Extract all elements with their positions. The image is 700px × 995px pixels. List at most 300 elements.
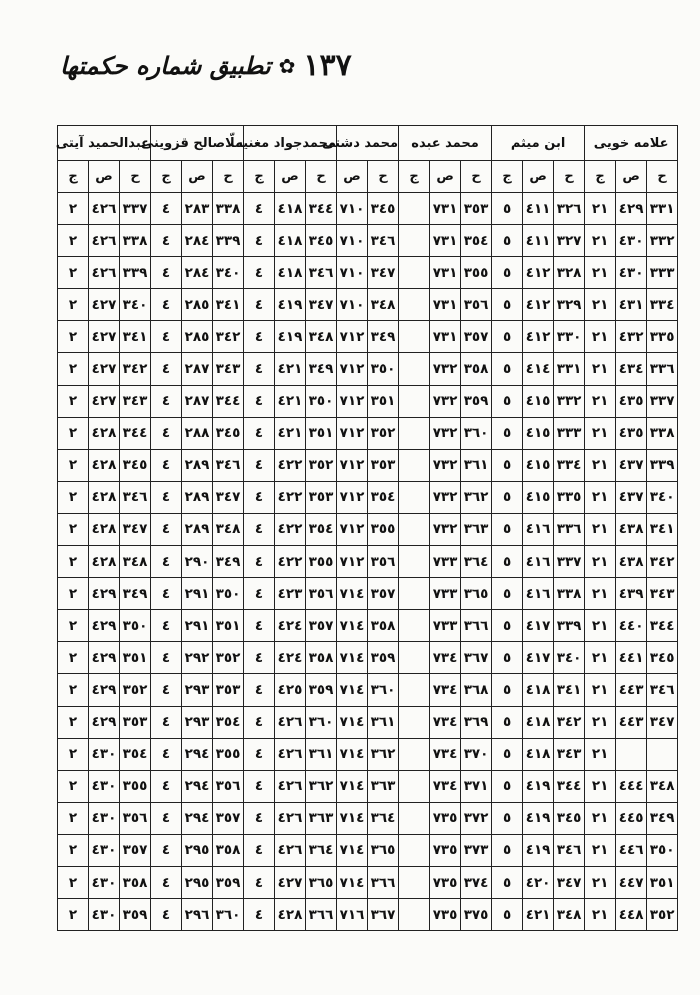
table-cell: ٣٥١ — [213, 610, 244, 642]
table-cell: ٤٢٢ — [275, 449, 306, 481]
table-cell: ٤١٨ — [275, 193, 306, 225]
table-cell — [616, 738, 647, 770]
table-cell: ٢٨٤ — [182, 225, 213, 257]
table-cell: ٣٦٥ — [306, 866, 337, 898]
table-cell: ٣٤٣ — [554, 738, 585, 770]
table-cell: ٣٥٢ — [368, 417, 399, 449]
table-cell: ٧٣٤ — [430, 674, 461, 706]
table-cell — [399, 513, 430, 545]
table-cell: ٣٦٠ — [368, 674, 399, 706]
table-cell: ٢٩٠ — [182, 546, 213, 578]
table-cell: ٣٣٣ — [554, 417, 585, 449]
table-cell: ٣٦٠ — [306, 706, 337, 738]
table-cell: ٥ — [492, 866, 523, 898]
table-cell: ٣٤٠ — [554, 642, 585, 674]
sun-ornament-icon: ✿ — [278, 53, 296, 78]
table-cell: ٤٣٤ — [616, 353, 647, 385]
table-cell: ٣٢٧ — [554, 225, 585, 257]
table-cell: ٤١٨ — [523, 738, 554, 770]
table-cell: ٤ — [244, 642, 275, 674]
table-cell: ٤٣٩ — [616, 578, 647, 610]
table-cell: ٥ — [492, 417, 523, 449]
table-cell: ٣٤٨ — [554, 899, 585, 931]
table-cell: ٣٢٨ — [554, 257, 585, 289]
table-cell: ٢١ — [585, 449, 616, 481]
table-cell: ٣٥٩ — [368, 642, 399, 674]
table-cell: ٤ — [151, 834, 182, 866]
table-row — [58, 449, 678, 481]
table-cell: ٣٤٢ — [647, 546, 678, 578]
table-cell: ٣٧٠ — [461, 738, 492, 770]
column-subheader: ح — [647, 161, 678, 193]
table-cell: ٣٧٤ — [461, 866, 492, 898]
column-subheader: ص — [275, 161, 306, 193]
table-cell: ٤٢٧ — [89, 353, 120, 385]
table-cell: ٤١٦ — [523, 578, 554, 610]
table-cell: ٤٤٨ — [616, 899, 647, 931]
table-cell: ٧٣٢ — [430, 385, 461, 417]
table-cell: ٧١٤ — [337, 642, 368, 674]
table-cell: ٣٥٨ — [368, 610, 399, 642]
table-cell: ٣٣٨ — [120, 225, 151, 257]
table-cell: ٣٦٢ — [368, 738, 399, 770]
table-cell: ٤٢٤ — [275, 610, 306, 642]
table-cell: ٤ — [151, 802, 182, 834]
table-cell: ٣٤٥ — [554, 802, 585, 834]
table-cell: ٣٦١ — [368, 706, 399, 738]
table-cell: ٣٣٥ — [647, 321, 678, 353]
table-row — [58, 834, 678, 866]
table-cell: ٣٦٠ — [213, 899, 244, 931]
table-cell: ٤٢٧ — [89, 289, 120, 321]
table-cell: ٣٤٤ — [554, 770, 585, 802]
table-cell: ٣٥٤ — [120, 738, 151, 770]
table-cell: ٢ — [58, 353, 89, 385]
table-cell: ٢ — [58, 899, 89, 931]
table-row — [58, 513, 678, 545]
column-subheader: ح — [461, 161, 492, 193]
column-subheader: ح — [306, 161, 337, 193]
table-cell: ٣٣٦ — [554, 513, 585, 545]
table-cell: ٤٢٩ — [89, 642, 120, 674]
table-cell — [399, 610, 430, 642]
table-cell: ٤ — [244, 578, 275, 610]
table-cell: ٣٦٣ — [461, 513, 492, 545]
table-cell: ٣٥٦ — [213, 770, 244, 802]
table-cell: ٤٢٩ — [89, 610, 120, 642]
table-cell: ٣٤٩ — [306, 353, 337, 385]
table-cell: ٥ — [492, 289, 523, 321]
table-cell: ٤٢٣ — [275, 578, 306, 610]
table-cell: ٢ — [58, 225, 89, 257]
table-cell: ٣٤٣ — [647, 578, 678, 610]
table-cell: ٣٤٦ — [647, 674, 678, 706]
table-cell — [399, 353, 430, 385]
column-subheader: ح — [368, 161, 399, 193]
table-cell: ٤٤٠ — [616, 610, 647, 642]
table-cell: ٤ — [151, 321, 182, 353]
group-header: عبدالحمید آیتی — [58, 126, 151, 161]
table-cell: ٤٢٩ — [89, 578, 120, 610]
table-cell: ٤ — [244, 481, 275, 513]
table-cell: ٥ — [492, 802, 523, 834]
table-cell — [399, 706, 430, 738]
table-cell: ٣٤٤ — [647, 610, 678, 642]
table-cell: ٣٤٥ — [120, 449, 151, 481]
table-cell: ٣٥٨ — [306, 642, 337, 674]
table-cell — [399, 546, 430, 578]
table-cell: ٥ — [492, 834, 523, 866]
table-cell: ٤٣٠ — [89, 866, 120, 898]
table-cell: ٣٢٦ — [554, 193, 585, 225]
table-cell: ٣٤٨ — [120, 546, 151, 578]
table-cell: ٣٣٠ — [554, 321, 585, 353]
table-cell: ٢ — [58, 642, 89, 674]
table-cell: ٤١٩ — [523, 834, 554, 866]
table-cell: ٣٦٦ — [461, 610, 492, 642]
table-cell: ٣٧٥ — [461, 899, 492, 931]
table-cell: ٥ — [492, 642, 523, 674]
group-header: محمدجواد مغنیه — [244, 126, 337, 161]
table-row — [58, 578, 678, 610]
column-subheader: ج — [492, 161, 523, 193]
table-cell: ٣٦٦ — [368, 866, 399, 898]
table-cell: ٥ — [492, 481, 523, 513]
table-cell: ٢١ — [585, 481, 616, 513]
table-cell: ٣٤٤ — [213, 385, 244, 417]
table-cell: ٣٤٤ — [120, 417, 151, 449]
table-cell: ٣٣٢ — [647, 225, 678, 257]
table-cell: ٧٣٢ — [430, 481, 461, 513]
group-header: علامه خویی — [585, 126, 678, 161]
table-cell — [399, 193, 430, 225]
table-cell: ٤٤٧ — [616, 866, 647, 898]
table-cell: ٧١٤ — [337, 834, 368, 866]
table-cell: ٧٣٢ — [430, 353, 461, 385]
table-cell: ٢ — [58, 610, 89, 642]
table-cell: ٤ — [151, 417, 182, 449]
table-cell: ٣٤١ — [120, 321, 151, 353]
table-cell: ٤٢٨ — [89, 417, 120, 449]
table-cell: ٣٤٢ — [120, 353, 151, 385]
table-cell: ٤١٥ — [523, 449, 554, 481]
table-cell: ٣٦٦ — [306, 899, 337, 931]
table-cell: ٣٤٨ — [306, 321, 337, 353]
table-cell: ٧٣٢ — [430, 449, 461, 481]
table-cell: ٢١ — [585, 866, 616, 898]
table-cell: ٣٥٣ — [213, 674, 244, 706]
table-cell: ٥ — [492, 706, 523, 738]
table-cell: ٢٩٥ — [182, 866, 213, 898]
table-row — [58, 225, 678, 257]
table-cell: ٤١٤ — [523, 353, 554, 385]
table-cell: ٣٣٣ — [647, 257, 678, 289]
table-cell: ٣٥٦ — [120, 802, 151, 834]
table-cell: ٢٩١ — [182, 610, 213, 642]
table-cell: ٣٣٩ — [120, 257, 151, 289]
column-subheader: ح — [120, 161, 151, 193]
page-title: تطبیق شماره حکمتها — [60, 51, 271, 80]
table-cell: ٣٤٦ — [213, 449, 244, 481]
table-cell: ٣٤٦ — [306, 257, 337, 289]
table-cell: ٧١٢ — [337, 546, 368, 578]
table-cell: ٧١٤ — [337, 578, 368, 610]
table-cell: ٤٢٨ — [275, 899, 306, 931]
table-cell: ٣٤٤ — [306, 193, 337, 225]
table-cell: ٧٣٤ — [430, 642, 461, 674]
table-cell: ٤٢١ — [275, 417, 306, 449]
table-cell: ٣٥٢ — [306, 449, 337, 481]
table-cell: ٣٧٣ — [461, 834, 492, 866]
table-cell: ٣٢٩ — [554, 289, 585, 321]
table-cell: ٤ — [151, 225, 182, 257]
column-subheader: ج — [244, 161, 275, 193]
table-cell: ٤٢٢ — [275, 546, 306, 578]
table-cell: ٣٥١ — [120, 642, 151, 674]
table-cell: ٥ — [492, 193, 523, 225]
table-cell: ٢١ — [585, 578, 616, 610]
table-cell: ٤ — [244, 770, 275, 802]
table-cell: ٣٣٩ — [213, 225, 244, 257]
table-cell: ٣٦٩ — [461, 706, 492, 738]
table-cell — [399, 578, 430, 610]
table-cell: ٣٣٢ — [554, 385, 585, 417]
table-cell: ٧١٤ — [337, 770, 368, 802]
table-cell: ٤ — [244, 802, 275, 834]
table-cell: ٢١ — [585, 802, 616, 834]
table-cell: ٣٤٩ — [120, 578, 151, 610]
table-cell: ٤٢٢ — [275, 513, 306, 545]
table-cell: ٣٧٢ — [461, 802, 492, 834]
table-cell: ٢١ — [585, 385, 616, 417]
table-cell: ٣٤٠ — [647, 481, 678, 513]
table-cell: ٧٣١ — [430, 289, 461, 321]
table-cell: ٢ — [58, 866, 89, 898]
table-cell — [399, 642, 430, 674]
table-cell: ٢١ — [585, 642, 616, 674]
group-header: محمد دشتی — [337, 126, 399, 161]
table-cell: ٣٥٠ — [647, 834, 678, 866]
table-cell: ٧٣٥ — [430, 802, 461, 834]
table-cell: ٣٥٣ — [461, 193, 492, 225]
table-row — [58, 289, 678, 321]
table-cell: ٣٣٦ — [647, 353, 678, 385]
table-cell: ٣٥١ — [368, 385, 399, 417]
table-cell: ٢٩٣ — [182, 674, 213, 706]
table-cell: ٣٤٨ — [647, 770, 678, 802]
table-cell: ٣٤٩ — [647, 802, 678, 834]
table-cell: ٥ — [492, 449, 523, 481]
table-cell: ٢٨٨ — [182, 417, 213, 449]
table-cell: ٢ — [58, 257, 89, 289]
table-cell: ٢ — [58, 385, 89, 417]
table-cell: ٤٢٨ — [89, 513, 120, 545]
table-cell: ٤ — [151, 674, 182, 706]
subheader-row — [58, 161, 678, 193]
table-cell: ٤٣٠ — [616, 225, 647, 257]
table-cell: ٢٨٩ — [182, 513, 213, 545]
table-cell: ٢ — [58, 578, 89, 610]
table-cell: ٧٣١ — [430, 225, 461, 257]
table-cell: ٥ — [492, 257, 523, 289]
table-cell: ٧١٠ — [337, 225, 368, 257]
table-cell: ٥ — [492, 385, 523, 417]
table-cell: ٧١٤ — [337, 866, 368, 898]
table-cell: ٢٩٤ — [182, 738, 213, 770]
table-cell: ٢٨٥ — [182, 321, 213, 353]
column-subheader: ص — [523, 161, 554, 193]
table-cell: ٤ — [244, 866, 275, 898]
table-cell: ٧١٠ — [337, 257, 368, 289]
table-row — [58, 417, 678, 449]
table-cell — [399, 321, 430, 353]
table-cell: ٤٢١ — [275, 385, 306, 417]
table-row — [58, 385, 678, 417]
table-cell: ٢١ — [585, 738, 616, 770]
table-cell: ٣٥٠ — [120, 610, 151, 642]
table-cell: ٢١ — [585, 834, 616, 866]
table-cell: ٢١ — [585, 546, 616, 578]
table-cell: ٤٣٠ — [89, 770, 120, 802]
table-cell: ٢٩٥ — [182, 834, 213, 866]
table-cell: ٣٥١ — [647, 866, 678, 898]
table-cell: ٣٦٢ — [461, 481, 492, 513]
group-header: ابن میثم — [492, 126, 585, 161]
table-cell: ٤٢٠ — [523, 866, 554, 898]
table-cell: ٢٩٢ — [182, 642, 213, 674]
table-cell: ٣٤٧ — [647, 706, 678, 738]
table-cell: ٣٥٧ — [368, 578, 399, 610]
table-cell: ٢١ — [585, 610, 616, 642]
table-cell: ٣٣٨ — [213, 193, 244, 225]
table-cell: ٥ — [492, 770, 523, 802]
table-row — [58, 899, 678, 931]
table-cell: ٤٣٧ — [616, 449, 647, 481]
table-cell: ٢ — [58, 834, 89, 866]
table-cell — [399, 866, 430, 898]
table-cell: ٣٤٧ — [213, 481, 244, 513]
table-cell: ٥ — [492, 225, 523, 257]
table-cell: ٤ — [244, 225, 275, 257]
table-cell: ٣٤٦ — [368, 225, 399, 257]
table-cell: ٣٦٣ — [368, 770, 399, 802]
table-cell: ٢ — [58, 738, 89, 770]
table-cell: ٧١٤ — [337, 802, 368, 834]
table-cell — [399, 417, 430, 449]
table-cell: ٣٥٥ — [120, 770, 151, 802]
table-cell: ٤٢٨ — [89, 449, 120, 481]
table-cell: ٧٣٢ — [430, 513, 461, 545]
table-row — [58, 321, 678, 353]
table-cell: ٢١ — [585, 193, 616, 225]
table-cell: ٣٥٦ — [368, 546, 399, 578]
table-cell: ٣٤١ — [213, 289, 244, 321]
table-cell: ٣٥٩ — [120, 899, 151, 931]
table-cell: ٢١ — [585, 770, 616, 802]
table-cell: ٢١ — [585, 674, 616, 706]
table-cell — [399, 770, 430, 802]
concordance-table — [57, 125, 678, 931]
column-subheader: ص — [182, 161, 213, 193]
table-cell: ٣٤٠ — [213, 257, 244, 289]
table-cell: ٣٤١ — [554, 674, 585, 706]
table-cell: ٢١ — [585, 417, 616, 449]
table-row — [58, 546, 678, 578]
table-cell: ٣٤٩ — [368, 321, 399, 353]
table-cell: ٢ — [58, 481, 89, 513]
table-cell: ٣٦٤ — [461, 546, 492, 578]
table-cell — [399, 802, 430, 834]
table-cell: ٧٣٣ — [430, 546, 461, 578]
table-row — [58, 610, 678, 642]
table-cell: ٣٥٧ — [213, 802, 244, 834]
table-cell: ٣٥٩ — [461, 385, 492, 417]
group-header-row — [58, 126, 678, 161]
table-cell: ٤٢٦ — [275, 834, 306, 866]
table-cell: ٣٥٥ — [368, 513, 399, 545]
table-cell: ٤٢٧ — [89, 321, 120, 353]
table-cell: ٣٦٥ — [461, 578, 492, 610]
column-subheader: ص — [337, 161, 368, 193]
table-cell: ٣٥٧ — [461, 321, 492, 353]
table-cell: ٣٣٨ — [554, 578, 585, 610]
table-cell: ٤٣٥ — [616, 385, 647, 417]
table-cell: ٧٣٤ — [430, 706, 461, 738]
table-cell: ٧١٢ — [337, 481, 368, 513]
table-cell: ٤ — [244, 546, 275, 578]
table-row — [58, 866, 678, 898]
table-cell: ٤ — [151, 449, 182, 481]
table-cell: ٣٣٤ — [647, 289, 678, 321]
table-cell: ٧١٢ — [337, 353, 368, 385]
table-cell: ٤ — [244, 193, 275, 225]
table-cell: ٢ — [58, 417, 89, 449]
table-cell: ٣٥٤ — [306, 513, 337, 545]
table-cell: ٤ — [151, 289, 182, 321]
table-cell: ٤ — [244, 834, 275, 866]
table-cell — [399, 674, 430, 706]
table-cell: ٣٤٩ — [213, 546, 244, 578]
table-cell: ٧٣٣ — [430, 578, 461, 610]
table-cell: ٢١ — [585, 225, 616, 257]
table-cell: ٢١ — [585, 899, 616, 931]
table-cell: ٧١٠ — [337, 193, 368, 225]
table-cell: ٢ — [58, 546, 89, 578]
table-cell: ٣٤٢ — [554, 706, 585, 738]
table-cell: ٤ — [244, 449, 275, 481]
table-cell: ٤ — [244, 738, 275, 770]
table-cell: ٤ — [244, 513, 275, 545]
group-header: محمد عبده — [399, 126, 492, 161]
table-cell: ٣٤٣ — [120, 385, 151, 417]
table-cell: ٣٤٨ — [213, 513, 244, 545]
column-subheader: ج — [151, 161, 182, 193]
table-cell: ٧١٢ — [337, 417, 368, 449]
table-cell: ٤٢٦ — [89, 225, 120, 257]
table-cell: ٣٥٤ — [461, 225, 492, 257]
table-cell: ٣٥١ — [306, 417, 337, 449]
table-cell: ٤ — [244, 257, 275, 289]
table-cell: ٣٣٧ — [647, 385, 678, 417]
table-cell: ٤١٥ — [523, 385, 554, 417]
table-cell: ٤١٩ — [523, 770, 554, 802]
table-cell: ٤ — [244, 417, 275, 449]
table-cell: ٣٥٤ — [213, 706, 244, 738]
table-cell: ٧١٢ — [337, 321, 368, 353]
table-cell: ٥ — [492, 899, 523, 931]
table-cell: ٣٤٥ — [306, 225, 337, 257]
table-cell: ٣٣٩ — [554, 610, 585, 642]
